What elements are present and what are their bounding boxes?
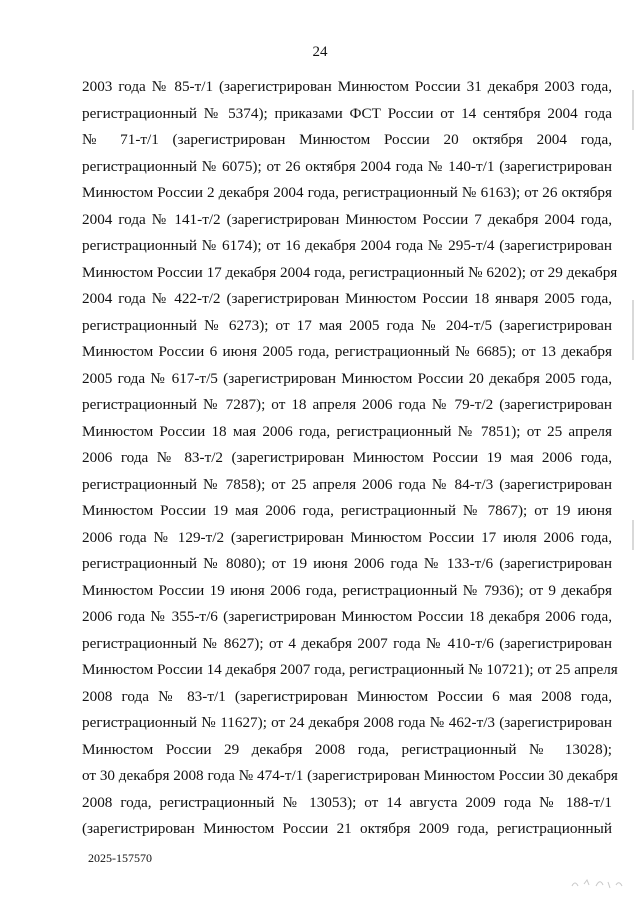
text-line: 2008 года, регистрационный № 13053); от 14 августа 2009 года № 188-т/1 bbox=[82, 793, 612, 811]
text-line: регистрационный № 8627); от 4 декабря 2007 года № 410-т/6 (зарегистрирован bbox=[82, 634, 612, 652]
text-line: (зарегистрирован Минюстом России 21 октября 2009 года, регистрационный bbox=[82, 820, 612, 837]
text-line: Минюстом России 17 декабря 2004 года, регистрационный № 6202); от 29 декабря bbox=[82, 263, 618, 281]
text-line: 2003 года № 85-т/1 (зарегистрирован Минюстом России 31 декабря 2003 года, bbox=[82, 78, 612, 95]
text-line: 2008 года № 83-т/1 (зарегистрирован Минюстом России 6 мая 2008 года, bbox=[82, 687, 612, 705]
text-line: регистрационный № 7858); от 25 апреля 2006 года № 84-т/3 (зарегистрирован bbox=[82, 475, 612, 493]
scan-edge-speck bbox=[632, 520, 634, 550]
text-line: Минюстом России 18 мая 2006 года, регистрационный № 7851); от 25 апреля bbox=[82, 422, 612, 440]
text-line: Минюстом России 2 декабря 2004 года, регистрационный № 6163); от 26 октября bbox=[82, 184, 612, 201]
text-line: регистрационный № 6174); от 16 декабря 2004 года № 295-т/4 (зарегистрирован bbox=[82, 237, 612, 254]
text-line: Минюстом России 6 июня 2005 года, регистрационный № 6685); от 13 декабря bbox=[82, 343, 612, 360]
scan-edge-speck bbox=[632, 300, 634, 360]
page-number: 24 bbox=[312, 44, 328, 60]
text-line: Минюстом России 29 декабря 2008 года, регистрационный № 13028); bbox=[82, 740, 612, 758]
text-line: № 71-т/1 (зарегистрирован Минюстом России 20 октября 2004 года, bbox=[82, 131, 612, 148]
text-line: регистрационный № 6273); от 17 мая 2005 года № 204-т/5 (зарегистрирован bbox=[82, 316, 612, 334]
text-line: Минюстом России 19 июня 2006 года, регистрационный № 7936); от 9 декабря bbox=[82, 581, 612, 599]
text-line: регистрационный № 7287); от 18 апреля 2006 года № 79-т/2 (зарегистрирован bbox=[82, 396, 612, 413]
text-line: 2004 года № 422-т/2 (зарегистрирован Минюстом России 18 января 2005 года, bbox=[82, 290, 612, 307]
text-line: 2006 года № 129-т/2 (зарегистрирован Минюстом России 17 июля 2006 года, bbox=[82, 528, 612, 546]
text-line: регистрационный № 8080); от 19 июня 2006 года № 133-т/6 (зарегистрирован bbox=[82, 555, 612, 572]
text-line: 2005 года № 617-т/5 (зарегистрирован Минюстом России 20 декабря 2005 года, bbox=[82, 369, 612, 387]
document-id: 2025-157570 bbox=[88, 851, 152, 865]
scan-artifact-mark bbox=[568, 868, 628, 892]
text-line: регистрационный № 11627); от 24 декабря 2008 года № 462-т/3 (зарегистрирован bbox=[82, 714, 612, 731]
text-line: 2006 года № 83-т/2 (зарегистрирован Минюстом России 19 мая 2006 года, bbox=[82, 449, 612, 466]
scan-edge-speck bbox=[632, 90, 634, 130]
text-line: регистрационный № 5374); приказами ФСТ России от 14 сентября 2004 года bbox=[82, 104, 612, 122]
body-text bbox=[82, 74, 618, 843]
text-line: от 30 декабря 2008 года № 474-т/1 (зарегистрирован Минюстом России 30 декабря bbox=[82, 767, 618, 784]
text-line: регистрационный № 6075); от 26 октября 2004 года № 140-т/1 (зарегистрирован bbox=[82, 157, 612, 175]
text-line: 2004 года № 141-т/2 (зарегистрирован Минюстом России 7 декабря 2004 года, bbox=[82, 210, 612, 228]
text-line: Минюстом России 14 декабря 2007 года, регистрационный № 10721); от 25 апреля bbox=[82, 661, 618, 678]
text-line: 2006 года № 355-т/6 (зарегистрирован Минюстом России 18 декабря 2006 года, bbox=[82, 608, 612, 625]
text-line: Минюстом России 19 мая 2006 года, регистрационный № 7867); от 19 июня bbox=[82, 502, 612, 519]
